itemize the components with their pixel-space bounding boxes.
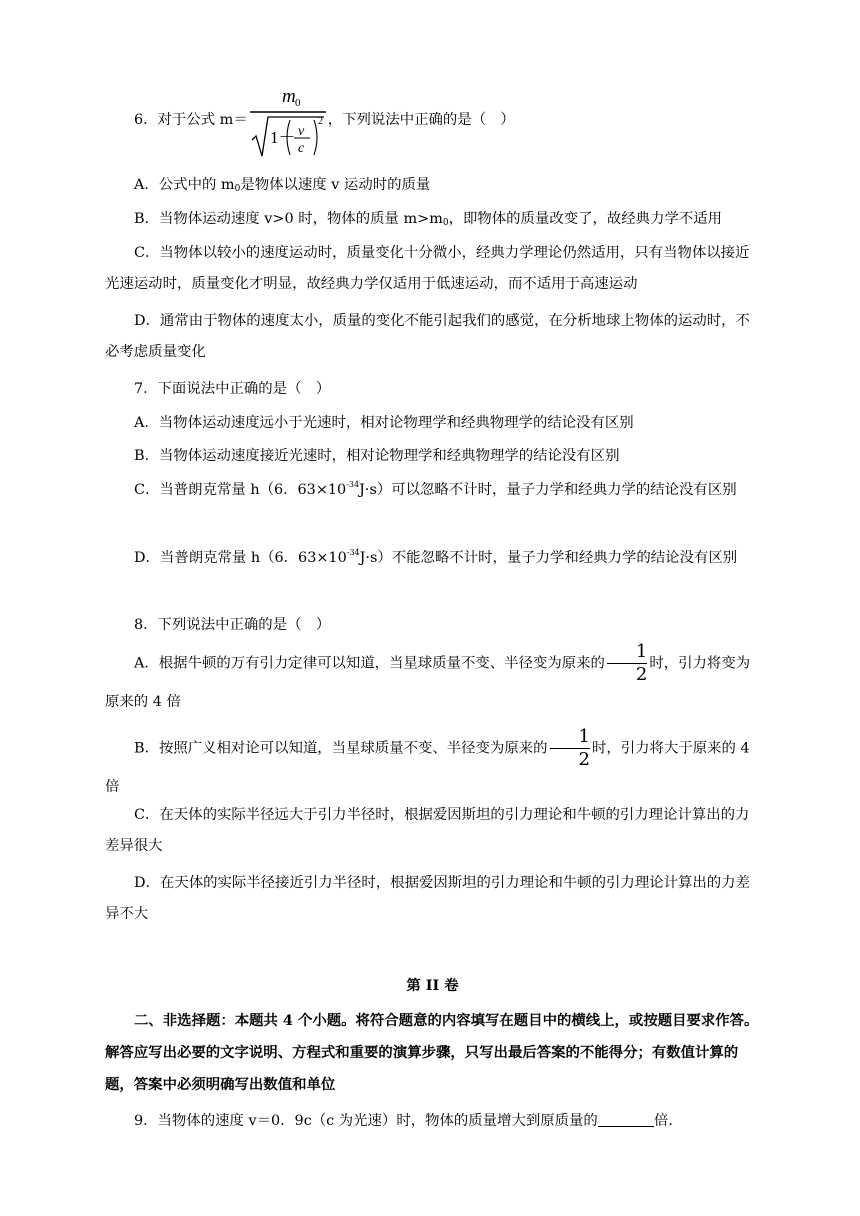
q6-stem-suffix: ，下列说法中正确的是（ ） (327, 112, 515, 128)
q7-option-a: A．当物体运动速度远小于光速时，相对论物理学和经典物理学的结论没有区别 (134, 415, 634, 431)
q8-b-frac-den: 2 (578, 749, 590, 770)
q7-option-c (105, 475, 760, 506)
q6-option-b (105, 204, 760, 235)
q9-answer-blank[interactable] (598, 1112, 654, 1127)
q8-b-text: B．按照广义相对论可以知道，当星球质量不变、半径变为原来的 (134, 740, 548, 757)
part2-title: 第 II 卷 (406, 977, 459, 994)
q7-d-sup: -34 (346, 548, 360, 557)
q6-a-text: A．公式中的 m (134, 177, 235, 193)
q8-b-frac-num: 1 (578, 726, 590, 747)
q8-a-text: A．根据牛顿的万有引力定律可以知道，当星球质量不变、半径变为原来的 (134, 655, 605, 672)
q7-d-text: D．当普朗克常量 h（6．63×10 (134, 550, 347, 566)
q9-text: 9．当物体的速度 v＝0．9c（c 为光速）时，物体的质量增大到原质量的 (134, 1113, 598, 1129)
q6-stem-prefix: 6．对于公式 m＝ (134, 112, 248, 128)
q6-formula-one: 1－ (269, 128, 296, 147)
q6-option-d: D．通常由于物体的速度太小，质量的变化不能引起我们的感觉，在分析地球上物体的运动时，不必考虑质量变化 (105, 313, 750, 360)
q8-a-fraction (607, 642, 647, 685)
q7-c-text: C．当普朗克常量 h（6．63×10 (134, 482, 347, 498)
q8-option-d: D．在天体的实际半径接近引力半径时，根据爱因斯坦的引力理论和牛顿的引力理论计算出的力差异不大 (105, 875, 750, 922)
q6-formula-numerator-sub: 0 (294, 97, 301, 109)
q7-c-text-rest: J·s）可以忽略不计时，量子力学和经典力学的结论没有区别 (359, 482, 737, 498)
q8-a-text-rest: 时，引力将变为原来的 4 倍 (105, 655, 751, 710)
q6-formula-power: 2 (317, 116, 323, 127)
q6-a-text-rest: 是物体以速度 v 运动时的质量 (240, 177, 431, 193)
q7-option-d (105, 543, 760, 574)
q7-option-b: B．当物体运动速度接近光速时，相对论物理学和经典物理学的结论没有区别 (134, 448, 620, 464)
q6-option-a (105, 170, 760, 201)
q6-option-c: C．当物体以较小的速度运动时，质量变化十分微小，经典力学理论仍然适用，只有当物体以接近光速运动时，质量变化才明显，故经典力学仅适用于低速运动，而不适用于高速运动 (105, 245, 750, 292)
q9-stem (105, 1106, 760, 1137)
q6-formula-v: v (297, 124, 304, 139)
q6-b-sub: 0 (442, 218, 449, 228)
q7-c-sup: -34 (346, 480, 360, 489)
q8-b-text-rest: 时，引力将大于原来的 4 倍 (105, 740, 750, 795)
q8-a-frac-den: 2 (635, 664, 648, 685)
q6-a-sub: 0 (234, 184, 241, 194)
q8-a-frac-num: 1 (635, 641, 648, 662)
q8-option-a (105, 642, 760, 719)
part2-instructions: 二、非选择题：本题共 4 个小题。将符合题意的内容填写在题目中的横线上，或按题目要求作答。解答应写出必要的文字说明、方程式和重要的演算步骤，只写出最后答案的不能得分；有数值计算的题，答案中必须明确写出数值和单位 (105, 1012, 759, 1093)
q8-b-fraction (550, 727, 590, 770)
q6-formula-c: c (297, 141, 304, 156)
q6-formula-numerator: m (281, 86, 296, 107)
q7-stem: 7．下面说法中正确的是（ ） (134, 381, 331, 397)
q6-stem (105, 80, 760, 160)
q8-option-c: C．在天体的实际半径远大于引力半径时，根据爱因斯坦的引力理论和牛顿的引力理论计算出的力差异很大 (105, 807, 750, 854)
q6-b-text: B．当物体运动速度 v>0 时，物体的质量 m>m (134, 211, 443, 227)
q6-b-text-rest: ，即物体的质量改变了，故经典力学不适用 (448, 211, 723, 227)
q7-d-text-rest: J·s）不能忽略不计时，量子力学和经典力学的结论没有区别 (359, 550, 738, 566)
q9-text-rest: 倍. (653, 1113, 673, 1129)
q8-stem: 8．下列说法中正确的是（ ） (134, 617, 331, 633)
q8-option-b (105, 727, 760, 804)
q6-formula (248, 80, 328, 160)
